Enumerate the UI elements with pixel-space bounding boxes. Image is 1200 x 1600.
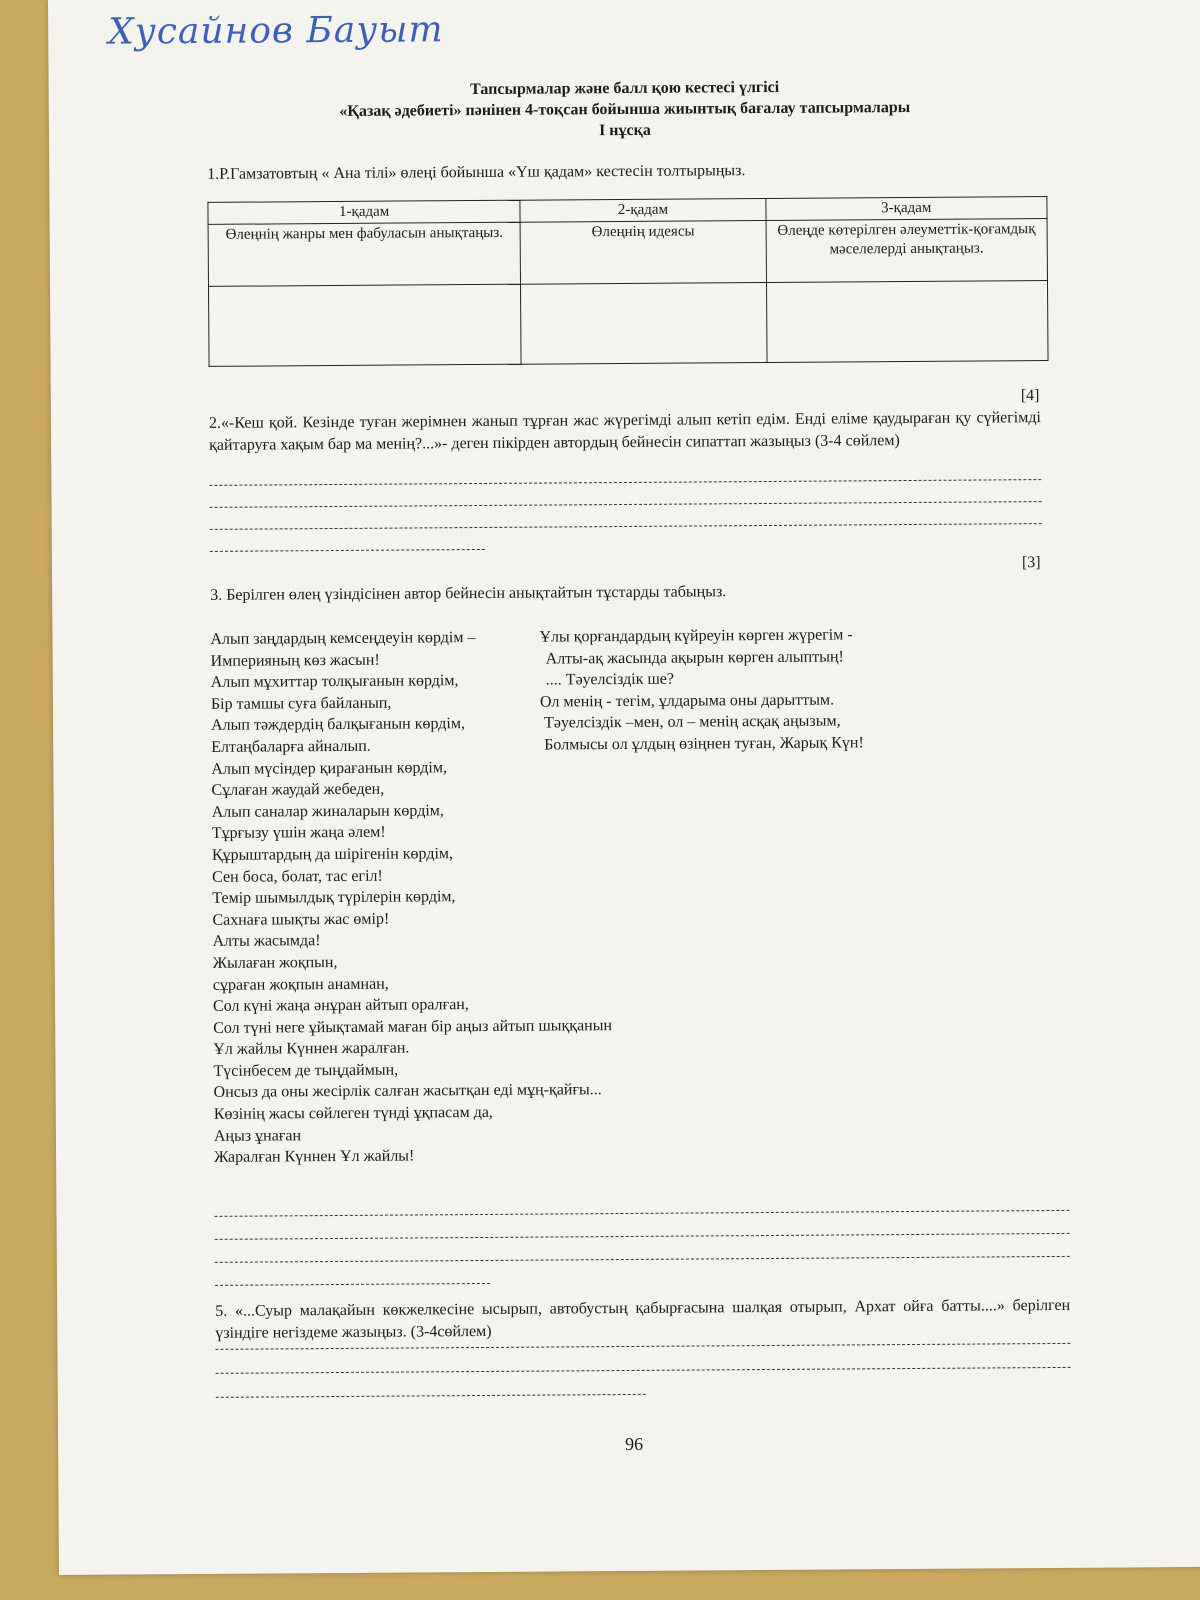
header-variant: І нұсқа xyxy=(598,121,651,140)
answer-line[interactable] xyxy=(210,501,1042,508)
answer-line[interactable] xyxy=(215,1256,1070,1263)
poem-line: Сол күні жаңа әнұран айтып оралған, xyxy=(212,996,469,1015)
table-desc-step-3: Өлеңде көтерілген әлеуметтік-қоғамдық мәселелерді анықтаңыз. xyxy=(766,219,1048,283)
poem-line: Сол түні неге ұйықтамай маған бір аңыз айтып шыққанын xyxy=(213,1016,613,1037)
answer-line[interactable] xyxy=(215,1283,490,1286)
poem-line: Сұлаған жаудай жебеден, xyxy=(211,780,385,800)
three-steps-table xyxy=(207,196,1048,367)
question-1-mark: [4] xyxy=(1020,387,1040,405)
poem-line: Болмысы ол ұлдың өзіңнен туған, Жарық Күн! xyxy=(544,734,864,754)
answer-cell-step-1[interactable] xyxy=(209,284,522,366)
poem-line: Сахнаға шықты жас өмір! xyxy=(212,910,390,929)
poem-line: Көзінің жасы сөйлеген түнді ұқпасам да, xyxy=(213,1103,493,1123)
poem-line: Тұрғызу үшін жаңа әлем! xyxy=(211,824,386,843)
poem-line: Ұлы қорғандардың күйреуін көрген жүрегім - xyxy=(539,626,853,646)
answer-line[interactable] xyxy=(210,523,1042,530)
handwritten-signature: Хусайнов Бауыт xyxy=(108,9,444,53)
poem-line: Алып тәждердің балқығанын көрдім, xyxy=(211,715,466,735)
answer-line[interactable] xyxy=(216,1367,1071,1374)
poem-line: Алып мұхиттар толқығанын көрдім, xyxy=(210,672,459,692)
answer-line[interactable] xyxy=(210,549,485,552)
poem-line: Жаралған Күннен Ұл жайлы! xyxy=(214,1147,415,1167)
poem-line: .... Тәуелсіздік ше? xyxy=(545,670,675,689)
poem-right-column xyxy=(539,624,863,756)
answer-line[interactable] xyxy=(216,1394,646,1398)
poem-line: Ұл жайлы Күннен жаралған. xyxy=(213,1039,410,1059)
poem-line: Бір тамшы суға байланып, xyxy=(210,694,392,713)
question-3-text: 3. Берілген өлең үзіндісінен автор бейнесін анықтайтын тұстарды табыңыз. xyxy=(210,583,727,604)
poem-line: Темір шымылдық түрілерін көрдім, xyxy=(212,888,456,907)
poem-line: Жылаған жоқпын, xyxy=(212,953,338,972)
table-desc-step-2: Өлеңнің идеясы xyxy=(520,220,766,284)
table-header-step-2: 2-қадам xyxy=(520,198,765,222)
poem-line: Түсінбесем де тыңдаймын, xyxy=(213,1061,399,1080)
poem-line: Империяның көз жасын! xyxy=(210,651,380,670)
poem-line: Аңыз ұнаған xyxy=(213,1126,302,1145)
poem-line: Алты-ақ жасында ақырын көрген алыптың! xyxy=(545,648,844,668)
question-1-text: 1.Р.Гамзатовтың « Ана тілі» өлеңі бойынша «Үш қадам» кестесін толтырыңыз. xyxy=(207,162,746,183)
poem-line: Алып саналар жиналарын көрдім, xyxy=(211,802,444,821)
poem-line: Ол менің - тегім, ұлдарыма оны дарыттым. xyxy=(539,691,835,711)
poem-line: Алып заңдардың кемсеңдеуін көрдім – xyxy=(210,629,476,648)
question-2-mark: [3] xyxy=(1021,554,1041,572)
answer-line[interactable] xyxy=(209,479,1041,486)
poem-line: сұраған жоқпын анамнан, xyxy=(212,975,389,994)
table-header-step-1: 1-қадам xyxy=(208,200,520,224)
header-title: Тапсырмалар және балл қою кестесі үлгісі xyxy=(470,78,780,99)
answer-cell-step-3[interactable] xyxy=(766,281,1048,363)
header-subject: «Қазақ әдебиеті» пәнінен 4-тоқсан бойынша жиынтық бағалау тапсырмалары xyxy=(339,98,911,120)
poem-line: Алып мүсіндер қирағанын көрдім, xyxy=(211,758,448,778)
table-header-step-3: 3-қадам xyxy=(765,197,1047,221)
question-5-text: 5. «...Суыр малақайын көкжелкесіне ысырып, автобустың қабырғасына шалқая отырып, Архат ойға батты....» берілген үзіндіге негіздеме жазыңыз. (3-4сөйлем) xyxy=(215,1296,1071,1342)
table-desc-step-1: Өлеңнің жанры мен фабуласын анықтаңыз. xyxy=(208,222,521,286)
poem-line: Құрыштардың да шірігенін көрдім, xyxy=(211,845,454,864)
worksheet-page xyxy=(48,0,1200,1575)
poem-line: Сен боса, болат, тас егіл! xyxy=(212,867,383,886)
question-2-text: 2.«-Кеш қой. Кезінде туған жерімнен жанып тұрған жас жүрегімді алып кетіп едім. Енді еліме қаудыраған қу сүйегімді қайтаруға хақым бар ма менің?...»- деген пікірден автордың бейнесін сипаттап жазыңыз (3-4 сөйлем) xyxy=(208,409,1041,454)
answer-cell-step-2[interactable] xyxy=(521,282,767,364)
poem-line: Алты жасымда! xyxy=(212,932,321,951)
poem-line: Тәуелсіздік –мен, ол – менің асқақ аңызым, xyxy=(544,712,841,732)
answer-line[interactable] xyxy=(215,1233,1070,1240)
answer-line[interactable] xyxy=(214,1210,1069,1217)
poem-line: Елтаңбаларға айналып. xyxy=(211,737,371,756)
page-number: 96 xyxy=(625,1433,644,1455)
poem-line: Онсыз да оны жесірлік салған жасытқан еді мұң-қайғы... xyxy=(213,1081,602,1102)
